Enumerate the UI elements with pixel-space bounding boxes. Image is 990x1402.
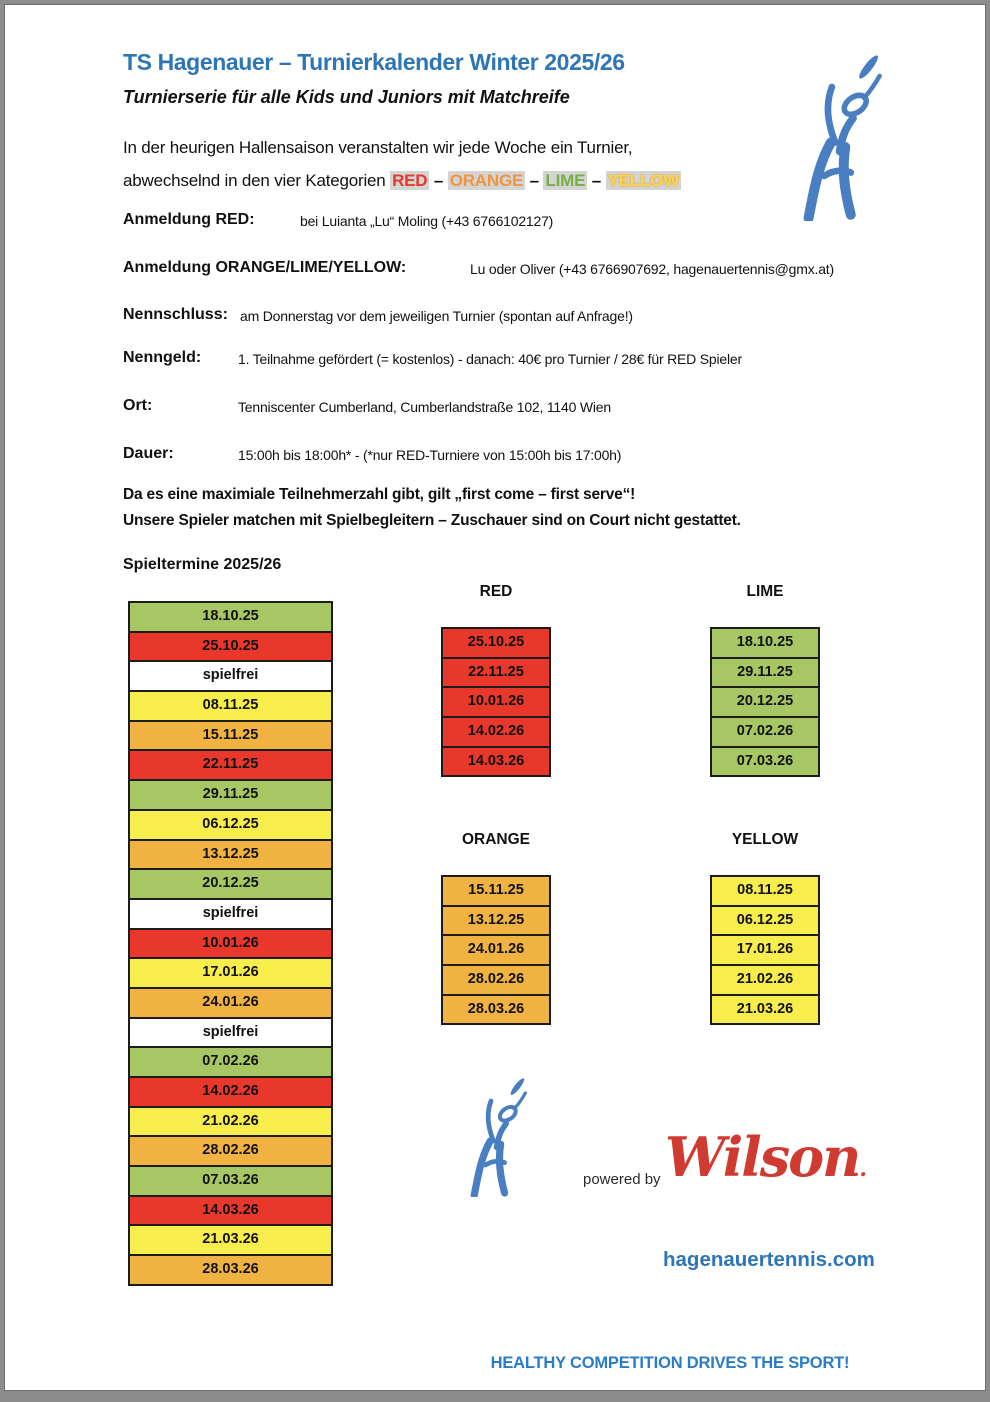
schedule-cell: 15.11.25 xyxy=(128,722,333,752)
info-row-anmeldung-red xyxy=(123,211,973,233)
category-table-title: RED xyxy=(479,583,513,600)
info-row-nennschluss xyxy=(123,306,973,328)
info-value: Lu oder Oliver (+43 6766907692, hagenauertennis@gmx.at) xyxy=(470,261,834,277)
schedule-cell: 07.02.26 xyxy=(710,718,820,748)
wilson-logo xyxy=(665,1127,867,1199)
schedule-cell: 24.01.26 xyxy=(441,936,551,966)
page-subtitle: Turnierserie für alle Kids und Juniors mit Matchreife xyxy=(123,87,570,107)
separator-dash: – xyxy=(429,171,448,190)
schedule-cell: 10.01.26 xyxy=(128,930,333,960)
hagenauer-figure-logo xyxy=(793,53,893,221)
schedule-cell: 25.10.25 xyxy=(128,633,333,663)
schedule-cell: 20.12.25 xyxy=(710,688,820,718)
schedule-cell: 29.11.25 xyxy=(710,659,820,689)
info-value: bei Luianta „Lu“ Moling (+43 6766102127) xyxy=(300,213,554,229)
flyer-page xyxy=(5,5,985,1390)
info-label: Nennschluss: xyxy=(123,306,228,323)
category-table-red xyxy=(441,583,551,777)
schedule-cell: 17.01.26 xyxy=(128,959,333,989)
schedule-cell: 22.11.25 xyxy=(441,659,551,689)
info-label: Anmeldung RED: xyxy=(123,211,255,228)
schedule-cell: 07.02.26 xyxy=(128,1048,333,1078)
info-row-dauer xyxy=(123,445,973,467)
info-label: Dauer: xyxy=(123,445,174,462)
intro-paragraph xyxy=(123,131,681,197)
notes xyxy=(123,482,741,533)
note-line2: Unsere Spieler matchen mit Spielbegleitern – Zuschauer sind on Court nicht gestattet. xyxy=(123,511,741,529)
powered-by-label: powered by xyxy=(583,1171,661,1188)
schedule-cell: 06.12.25 xyxy=(128,811,333,841)
page-title: TS Hagenauer – Turnierkalender Winter 2025/26 xyxy=(123,49,625,75)
category-table-rows xyxy=(710,875,820,1025)
wilson-dot: . xyxy=(859,1156,868,1182)
website-link[interactable]: hagenauertennis.com xyxy=(663,1248,875,1271)
wilson-wordmark: Wilson xyxy=(665,1125,860,1189)
category-table-rows xyxy=(441,627,551,777)
schedule-cell: 14.02.26 xyxy=(128,1078,333,1108)
schedule-cell: 21.02.26 xyxy=(128,1108,333,1138)
category-table-title: ORANGE xyxy=(461,831,531,848)
category-word-lime: LIME xyxy=(545,171,586,190)
schedule-cell: 25.10.25 xyxy=(441,629,551,659)
intro-line1: In der heurigen Hallensaison veranstalten wir jede Woche ein Turnier, xyxy=(123,138,633,157)
info-row-ort xyxy=(123,397,973,419)
schedule-cell: 28.03.26 xyxy=(441,996,551,1026)
schedule-cell: 28.02.26 xyxy=(128,1137,333,1167)
schedule-cell: 14.02.26 xyxy=(441,718,551,748)
category-table-yellow xyxy=(710,831,820,1025)
schedule-cell: 10.01.26 xyxy=(441,688,551,718)
schedule-cell: spielfrei xyxy=(128,900,333,930)
schedule-cell: 24.01.26 xyxy=(128,989,333,1019)
category-word-orange: ORANGE xyxy=(449,171,524,190)
category-table-rows xyxy=(710,627,820,777)
schedule-cell: 18.10.25 xyxy=(710,629,820,659)
schedule-cell: 07.03.26 xyxy=(128,1167,333,1197)
schedule-cell: spielfrei xyxy=(128,662,333,692)
footer-slogan: HEALTHY COMPETITION DRIVES THE SPORT! xyxy=(490,1354,850,1372)
info-value: am Donnerstag vor dem jeweiligen Turnier (spontan auf Anfrage!) xyxy=(240,308,633,324)
schedule-cell: 28.02.26 xyxy=(441,966,551,996)
schedule-cell: 08.11.25 xyxy=(710,877,820,907)
hagenauer-figure-logo-small xyxy=(463,1077,535,1197)
schedule-cell: 07.03.26 xyxy=(710,748,820,778)
schedule-cell: 06.12.25 xyxy=(710,907,820,937)
schedule-cell: 08.11.25 xyxy=(128,692,333,722)
info-label: Anmeldung ORANGE/LIME/YELLOW: xyxy=(123,259,407,276)
info-row-anmeldung-other xyxy=(123,259,973,281)
info-label: Ort: xyxy=(123,397,153,414)
category-table-orange xyxy=(441,831,551,1025)
intro-line2-prefix: abwechselnd in den vier Kategorien xyxy=(123,171,391,190)
schedule-cell: 14.03.26 xyxy=(441,748,551,778)
category-word-yellow: YELLOW xyxy=(607,171,680,190)
schedule-cell: 21.03.26 xyxy=(128,1226,333,1256)
separator-dash: – xyxy=(525,171,544,190)
category-table-title: LIME xyxy=(746,583,784,600)
schedule-cell: 15.11.25 xyxy=(441,877,551,907)
schedule-cell: 21.03.26 xyxy=(710,996,820,1026)
category-table-lime xyxy=(710,583,820,777)
schedule-cell: 13.12.25 xyxy=(128,841,333,871)
category-table-rows xyxy=(441,875,551,1025)
main-schedule-table xyxy=(128,601,333,1286)
schedule-heading: Spieltermine 2025/26 xyxy=(123,556,282,573)
schedule-cell: 17.01.26 xyxy=(710,936,820,966)
info-row-nenngeld xyxy=(123,349,973,371)
schedule-cell: spielfrei xyxy=(128,1019,333,1049)
category-table-title: YELLOW xyxy=(731,831,799,848)
schedule-cell: 13.12.25 xyxy=(441,907,551,937)
intro-categories xyxy=(390,171,681,190)
info-value: 15:00h bis 18:00h* - (*nur RED-Turniere von 15:00h bis 17:00h) xyxy=(238,447,622,463)
note-line1: Da es eine maximiale Teilnehmerzahl gibt, gilt „first come – first serve“! xyxy=(123,486,636,503)
schedule-cell: 28.03.26 xyxy=(128,1256,333,1286)
separator-dash: – xyxy=(587,171,606,190)
intro-line2 xyxy=(123,164,681,197)
schedule-cell: 14.03.26 xyxy=(128,1197,333,1227)
schedule-cell: 18.10.25 xyxy=(128,603,333,633)
schedule-cell: 22.11.25 xyxy=(128,751,333,781)
schedule-cell: 29.11.25 xyxy=(128,781,333,811)
info-value: 1. Teilnahme gefördert (= kostenlos) - danach: 40€ pro Turnier / 28€ für RED Spieler xyxy=(238,351,742,367)
info-value: Tenniscenter Cumberland, Cumberlandstraße 102, 1140 Wien xyxy=(238,399,611,415)
category-word-red: RED xyxy=(392,171,428,190)
schedule-cell: 20.12.25 xyxy=(128,870,333,900)
info-label: Nenngeld: xyxy=(123,349,202,366)
schedule-cell: 21.02.26 xyxy=(710,966,820,996)
